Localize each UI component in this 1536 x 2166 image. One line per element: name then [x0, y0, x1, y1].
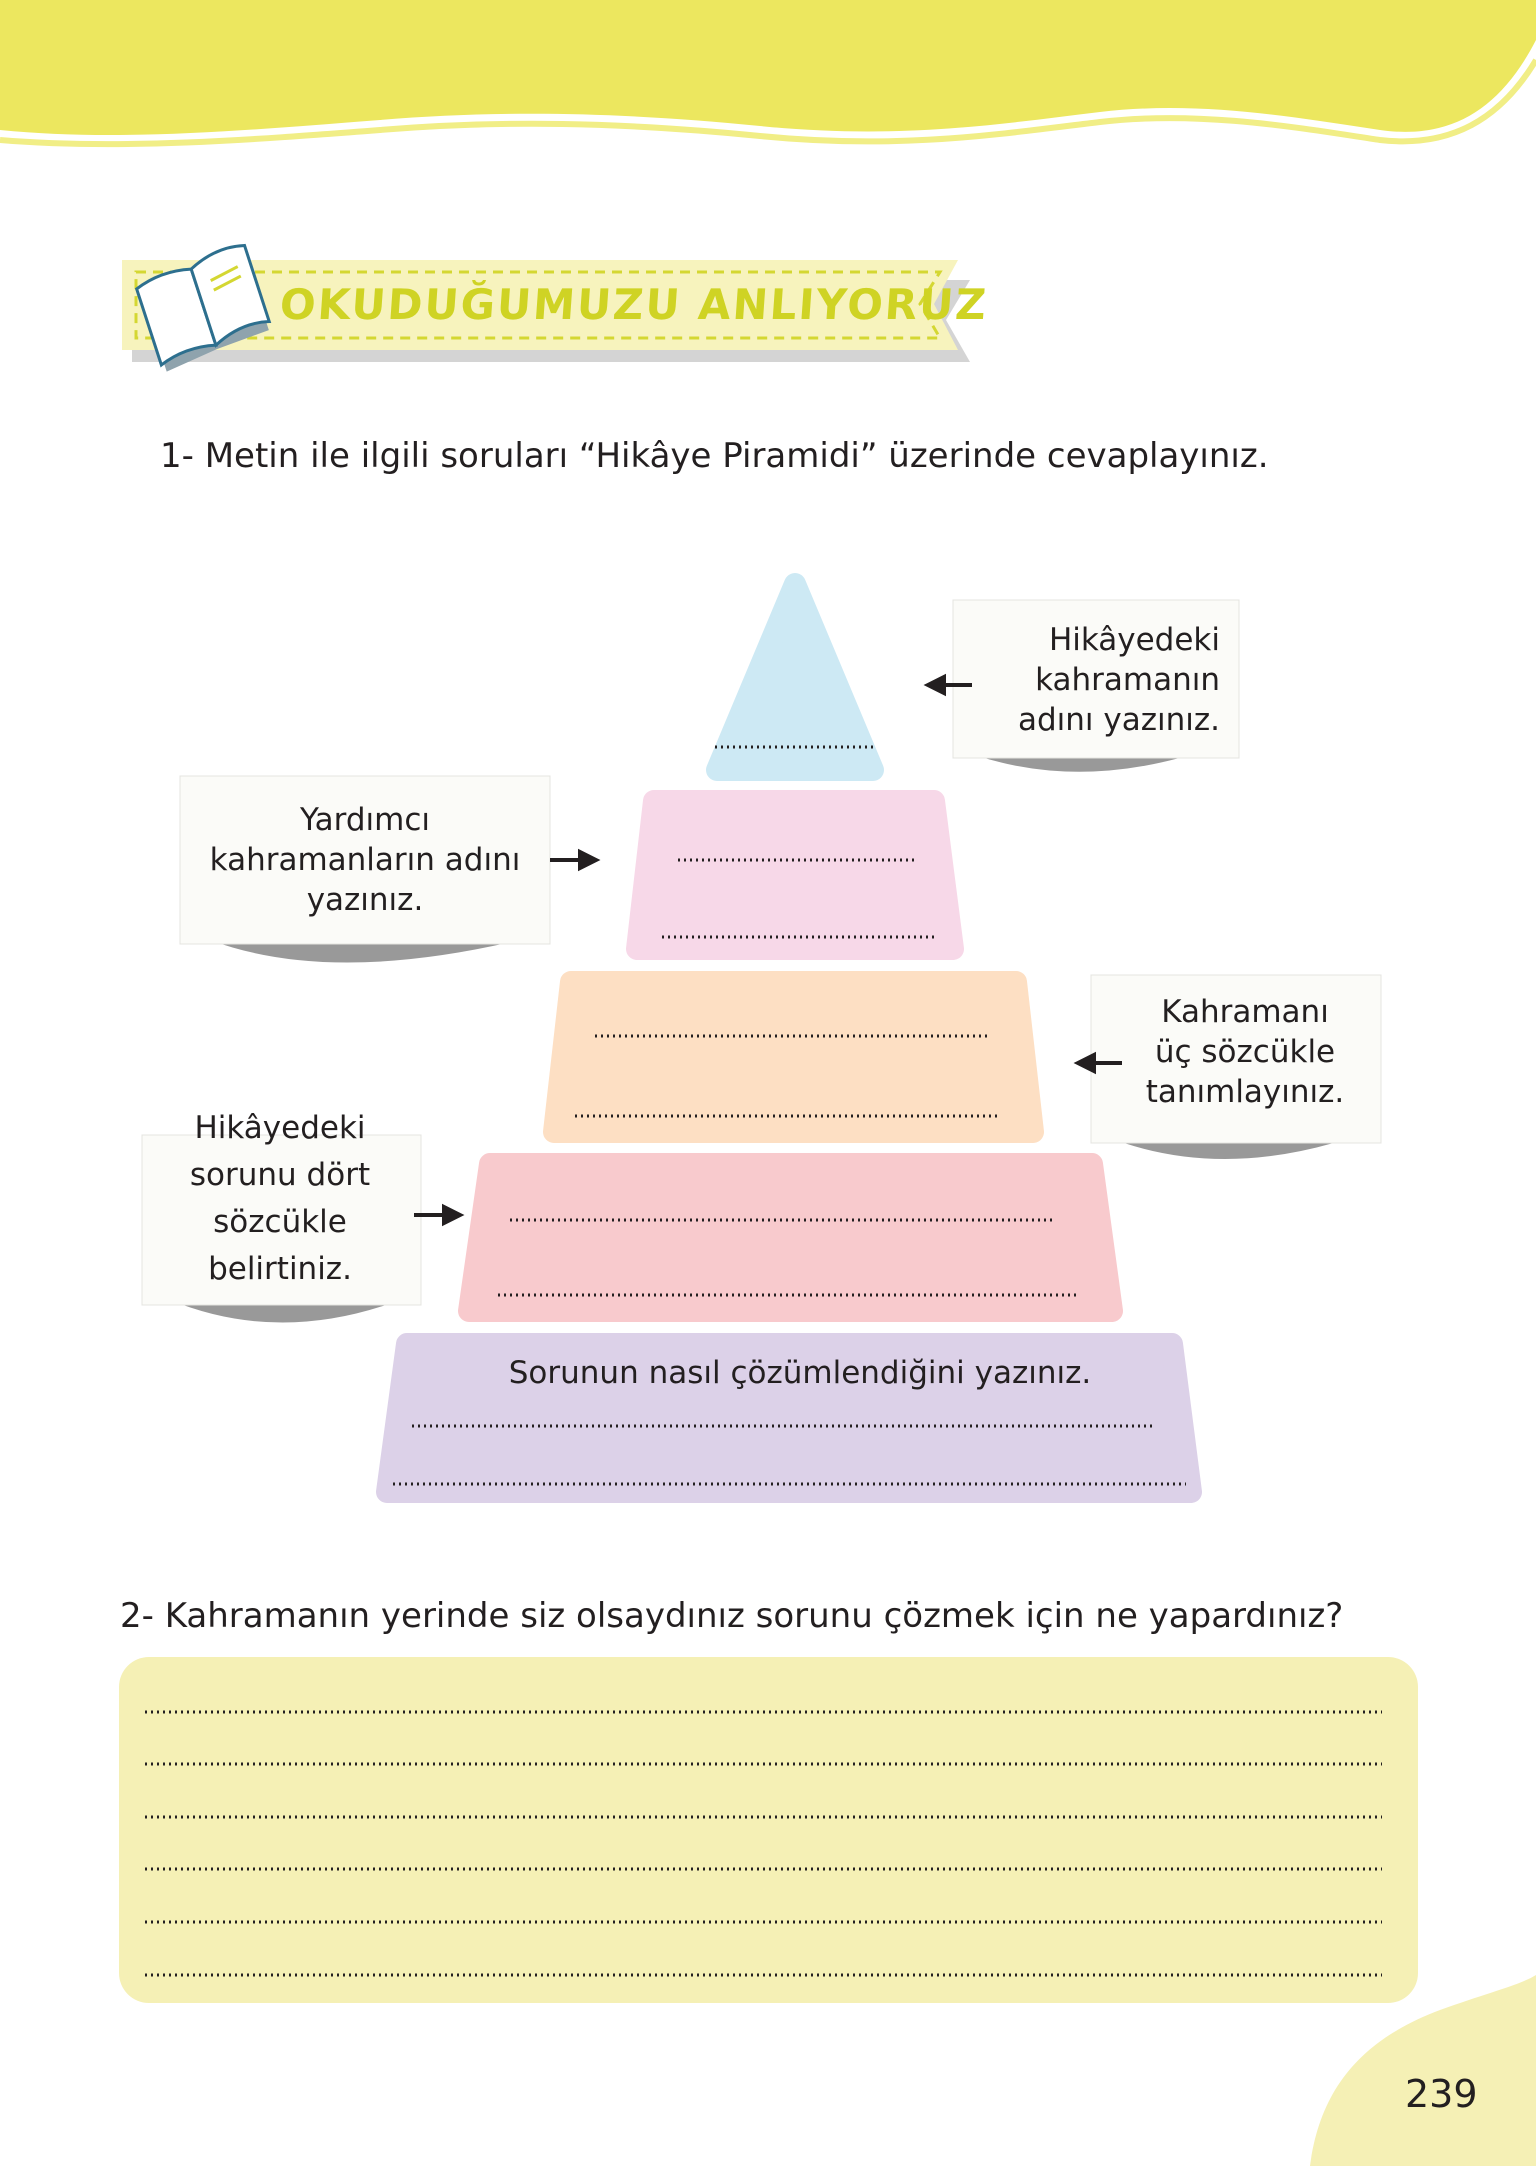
callout-line: adını yazınız. — [1017, 702, 1220, 738]
callout-line: tanımlayınız. — [1145, 1074, 1345, 1110]
callout-line: Hikâyedeki — [194, 1110, 366, 1146]
answer-box — [119, 1657, 1418, 2003]
page-number: 239 — [1405, 2072, 1478, 2116]
callout-line: sözcükle — [213, 1204, 347, 1240]
arrow-right-icon — [550, 852, 596, 868]
callout-describe-hero — [1120, 992, 1370, 1112]
section-title: OKUDUĞUMUZU ANLIYORUZ — [278, 280, 990, 329]
callout-line: yazınız. — [306, 882, 424, 918]
question-2: 2- Kahramanın yerinde siz olsaydınız sorunu çözmek için ne yapardınız? — [120, 1596, 1344, 1636]
pyramid-tier-1 — [717, 584, 873, 770]
callout-hero-name — [965, 620, 1220, 740]
question-1: 1- Metin ile ilgili soruları “Hikâye Piramidi” üzerinde cevaplayınız. — [160, 436, 1269, 476]
top-wave-band — [0, 0, 1536, 135]
pyramid-tier-2 — [637, 801, 953, 949]
pyramid-tier-3 — [554, 982, 1033, 1132]
callout-line: Hikâyedeki — [1048, 622, 1220, 658]
pyramid-bottom-label: Sorunun nasıl çözümlendiğini yazınız. — [508, 1355, 1092, 1391]
corner-blob — [1310, 1975, 1536, 2166]
callout-line: Yardımcı — [299, 802, 430, 838]
pyramid-tier-4 — [469, 1164, 1112, 1311]
callout-line: sorunu dört — [189, 1157, 371, 1193]
callout-line: kahramanın — [1035, 662, 1220, 698]
callout-line: Kahramanı — [1161, 994, 1329, 1030]
callout-line: belirtiniz. — [208, 1251, 352, 1287]
callout-line: kahramanların adını — [209, 842, 521, 878]
callout-problem — [150, 1105, 410, 1293]
callout-helper-characters — [180, 800, 550, 920]
callout-line: üç sözcükle — [1154, 1034, 1336, 1070]
